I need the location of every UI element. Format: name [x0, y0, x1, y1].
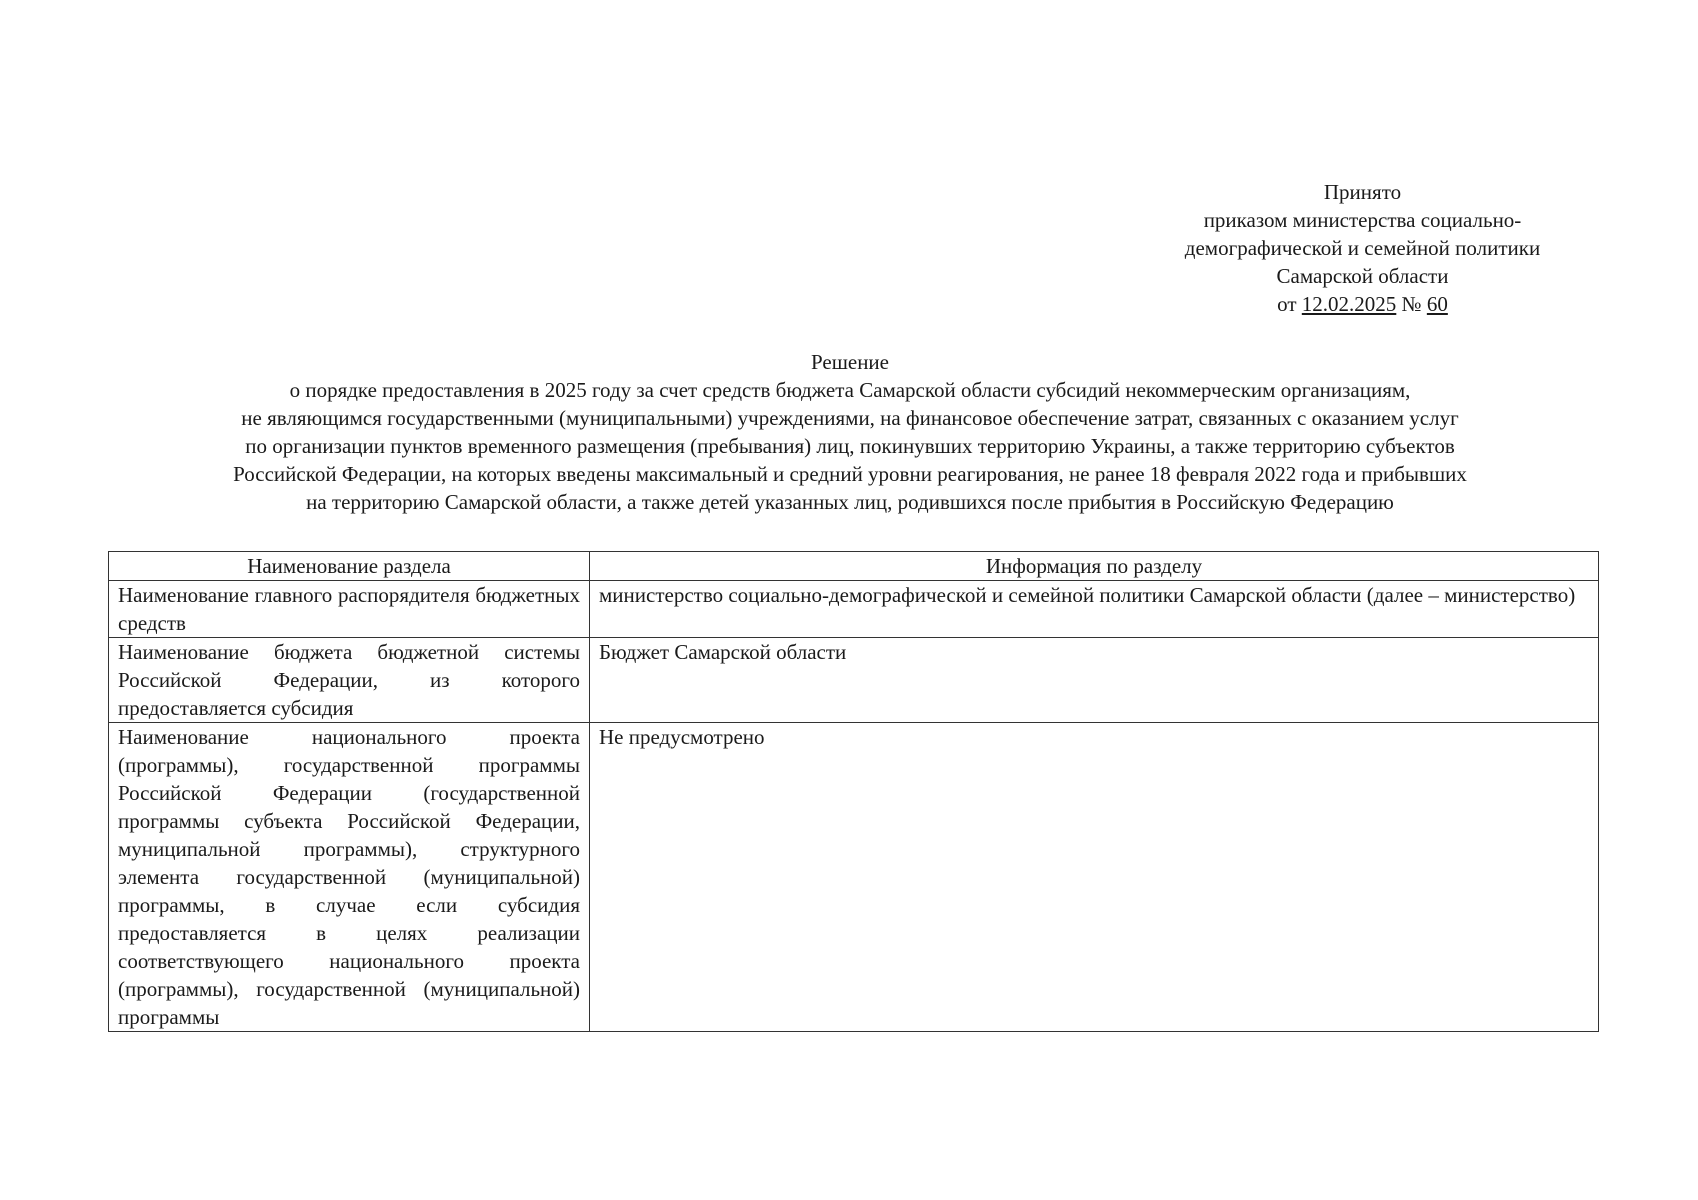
decision-line-4: Российской Федерации, на которых введены максимальный и средний уровни реагирования, не ранее 18 февраля 2022 года и прибывших — [233, 462, 1467, 486]
decision-heading: Решение — [810, 350, 889, 374]
table-row — [109, 581, 1599, 638]
header-section-info: Информация по разделу — [590, 552, 1599, 581]
decision-line-2: не являющимся государственными (муниципальными) учреждениями, на финансовое обеспечение затрат, связанных с оказанием услуг — [241, 406, 1459, 430]
decision-line-3: по организации пунктов временного размещения (пребывания) лиц, покинувших территорию Украины, а также территорию субъектов — [245, 434, 1455, 458]
decision-line-1: о порядке предоставления в 2025 году за счет средств бюджета Самарской области субсидий некоммерческим организациям, — [289, 378, 1411, 402]
decision-line-5: на территорию Самарской области, а также детей указанных лиц, родившихся после прибытия в Российскую Федерацию — [306, 490, 1394, 514]
row-3-info: Не предусмотрено — [590, 723, 1599, 1032]
approval-line-2: приказом министерства социально- — [1203, 208, 1522, 232]
row-2-section: Наименование бюджета бюджетной системы Российской Федерации, из которого предоставляется субсидия — [109, 638, 590, 723]
approval-date-line — [1140, 290, 1585, 318]
table-header-row — [109, 552, 1599, 581]
row-1-info: министерство социально-демографической и семейной политики Самарской области (далее – министерство) — [590, 581, 1599, 638]
approval-number: 60 — [1426, 292, 1448, 316]
approval-date-prefix: от — [1277, 292, 1297, 316]
approval-number-sign: № — [1401, 292, 1422, 316]
row-2-info: Бюджет Самарской области — [590, 638, 1599, 723]
header-section-name: Наименование раздела — [109, 552, 590, 581]
approval-block — [1140, 178, 1585, 318]
approval-line-1: Принято — [1323, 180, 1402, 204]
approval-date: 12.02.2025 — [1301, 292, 1397, 316]
row-1-section: Наименование главного распорядителя бюджетных средств — [109, 581, 590, 638]
approval-line-3: демографической и семейной политики — [1184, 236, 1541, 260]
table-row — [109, 723, 1599, 1032]
row-3-section: Наименование национального проекта (программы), государственной программы Российской Федерации (государственной программы субъекта Российской Федерации, муниципальной программы), структурного элемента государственной (муниципальной) программы, в случае если субсидия предоставляется в целях реализации соответствующего национального проекта (программы), государственной (муниципальной) программы — [109, 723, 590, 1032]
approval-line-4: Самарской области — [1276, 264, 1449, 288]
decision-title — [100, 348, 1600, 516]
info-table — [108, 551, 1599, 1032]
table-row — [109, 638, 1599, 723]
